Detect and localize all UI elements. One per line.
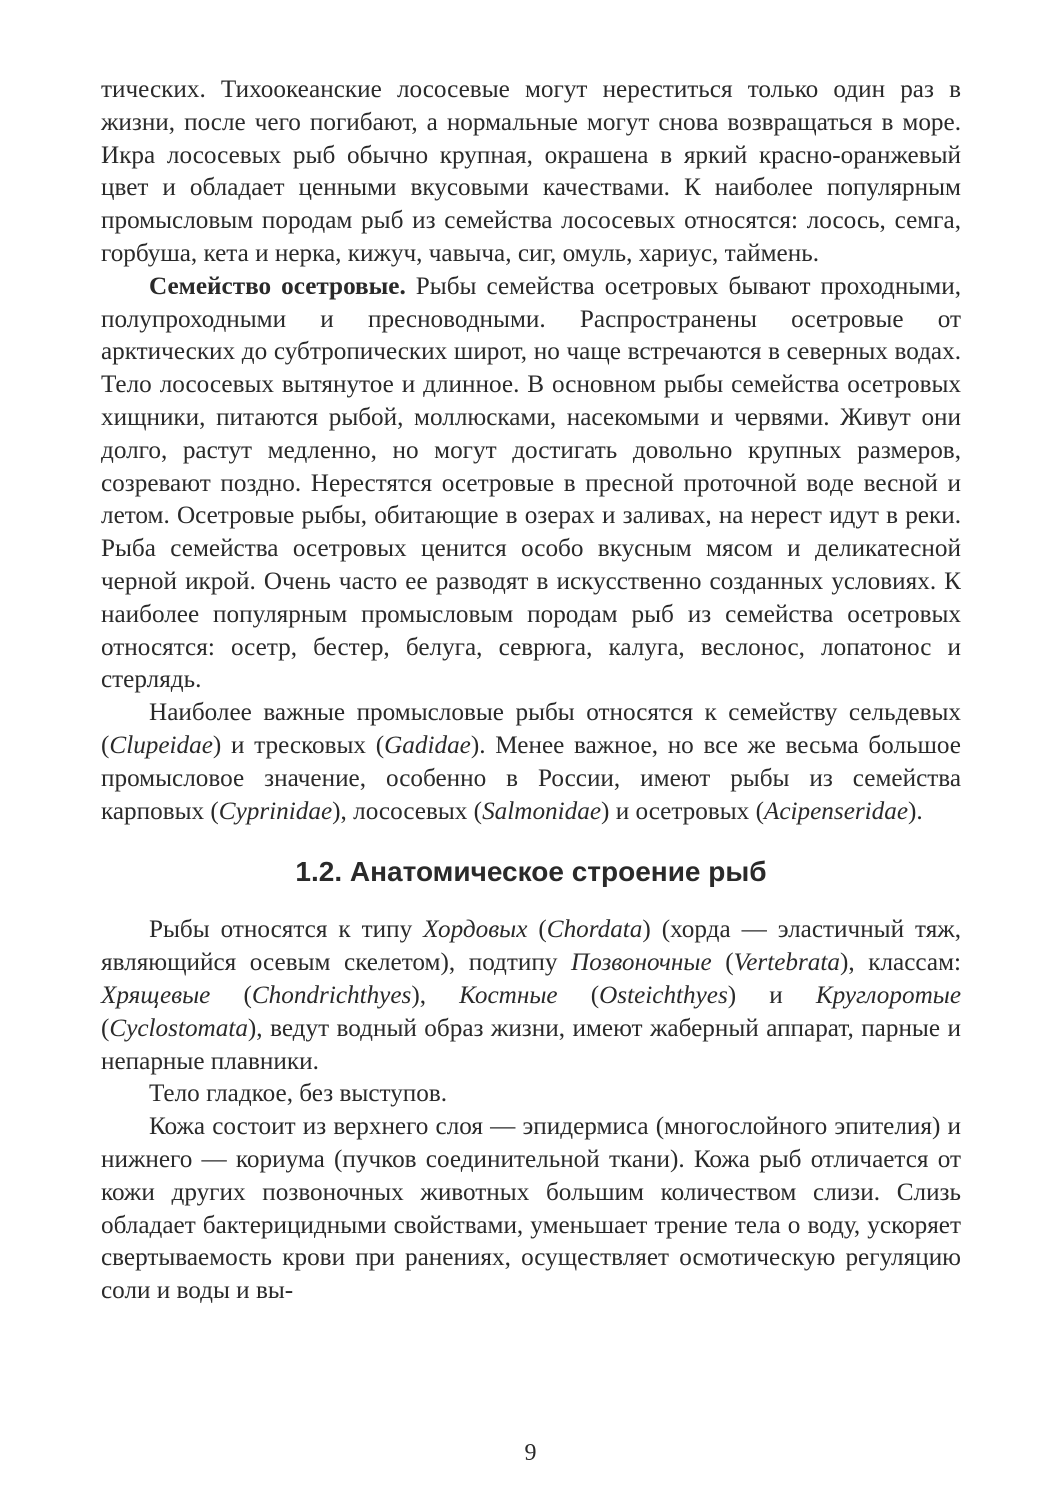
text-run: ), лососевых ( [332, 797, 483, 825]
paragraph-sturgeon [101, 271, 961, 697]
section-heading: 1.2. Анатомическое строение рыб [295, 856, 767, 888]
taxon-name: Позвоночные [571, 949, 712, 977]
text-run: ( [527, 916, 547, 944]
text-run: ) и осетровых ( [601, 797, 764, 825]
sturgeon-text: Рыбы семейства осетровых бывают проходными, полупроходными и пресноводными. Распространены осетровые от арктических до субтропических широт, но чаще встречаются в северных водах. Тело лососевых вытянутое и длинное. В основном рыбы семейства осетровых хищники, питаются рыбой, моллюсками, насекомыми и червями. Живут они долго, растут медленно, но могут достигать довольно крупных размеров, созревают поздно. Нерестятся осетровые в пресной проточной воде весной и летом. Осетровые рыбы, обитающие в озерах и заливах, на нерест идут в реки. Рыба семейства осетровых ценится особо вкусным мясом и деликатесной черной икрой. Очень часто ее разводят в искусственно созданных условиях. К наиболее популярным промысловым породам рыб из семейства осетровых относятся: осетр, бестер, белуга, севрюга, калуга, веслонос, лопатонос и стерлядь. [101, 272, 961, 694]
text-run: ). [908, 797, 923, 825]
latin-name: Cyprinidae [218, 797, 333, 825]
taxon-name: Хордовых [423, 916, 528, 944]
taxon-name: Хрящевые [101, 981, 211, 1009]
text-run: Рыбы относятся к типу [149, 916, 424, 944]
paragraph-skin: Кожа состоит из верхнего слоя — эпидермиса (многослойного эпителия) и нижнего — кориума (пучков соединительной ткани). Кожа рыб отличается от кожи других позвоночных животных большим количеством слизи. Слизь обладает бактерицидными свойствами, уменьшает трение тела о воду, ускоряет свертываемость крови при ранениях, осуществляет осмотическую регуляцию соли и воды и вы- [101, 1113, 961, 1305]
taxon-name: Костные [459, 981, 558, 1009]
latin-name: Salmonidae [482, 797, 602, 825]
latin-name: Vertebrata [733, 949, 840, 977]
text-run: ) (хорда — эластичный тяж, являющийся осевым скелетом), подтипу [101, 916, 961, 977]
latin-name: Gadidae [384, 731, 471, 759]
text-run: ), [411, 981, 460, 1009]
latin-name: Cyclostomata [109, 1014, 248, 1042]
text-run: Наиболее важные промысловые рыбы относятся к семейству сельдевых ( [101, 699, 961, 759]
paragraph-body-smooth: Тело гладкое, без выступов. [149, 1080, 448, 1108]
page-number: 9 [524, 1440, 537, 1466]
text-run: ( [711, 949, 734, 977]
paragraph-anatomy [101, 914, 961, 1078]
page-body [101, 74, 961, 1308]
text-run: ). Менее важное, но все же весьма большое промысловое значение, особенно в России, имеют рыбы из семейства карповых ( [101, 731, 961, 825]
text-run: ( [557, 981, 600, 1009]
latin-name: Chondrichthyes [251, 981, 412, 1009]
text-run: ( [210, 981, 252, 1009]
sturgeon-lead: Семейство осетровые. [149, 272, 406, 300]
taxon-name: Круглоротые [815, 981, 962, 1009]
text-run: ), классам: [839, 949, 962, 977]
paragraph-salmon-end: тических. Тихоокеанские лососевые могут нереститься только один раз в жизни, после чего погибают, а нормальные могут снова возвращаться в море. Икра лососевых рыб обычно крупная, окрашена в яркий красно-оранжевый цвет и обладает ценными вкусовыми качествами. К наиболее популярным промысловым породам рыб из семейства лососевых относятся: лосось, семга, горбуша, кета и нерка, кижуч, чавыча, сиг, омуль, хариус, таймень. [101, 76, 961, 267]
text-run: ), ведут водный образ жизни, имеют жаберный аппарат, парные и непарные плавники. [101, 1014, 961, 1075]
latin-name: Osteichthyes [599, 981, 728, 1009]
text-run: ) и тресковых ( [212, 731, 385, 759]
latin-name: Clupeidae [109, 731, 213, 759]
latin-name: Chordata [546, 916, 643, 944]
latin-name: Acipenseridae [763, 797, 909, 825]
paragraph-important-fish [101, 697, 961, 828]
text-run: ) и [727, 981, 816, 1009]
text-run: ( [101, 1014, 110, 1042]
